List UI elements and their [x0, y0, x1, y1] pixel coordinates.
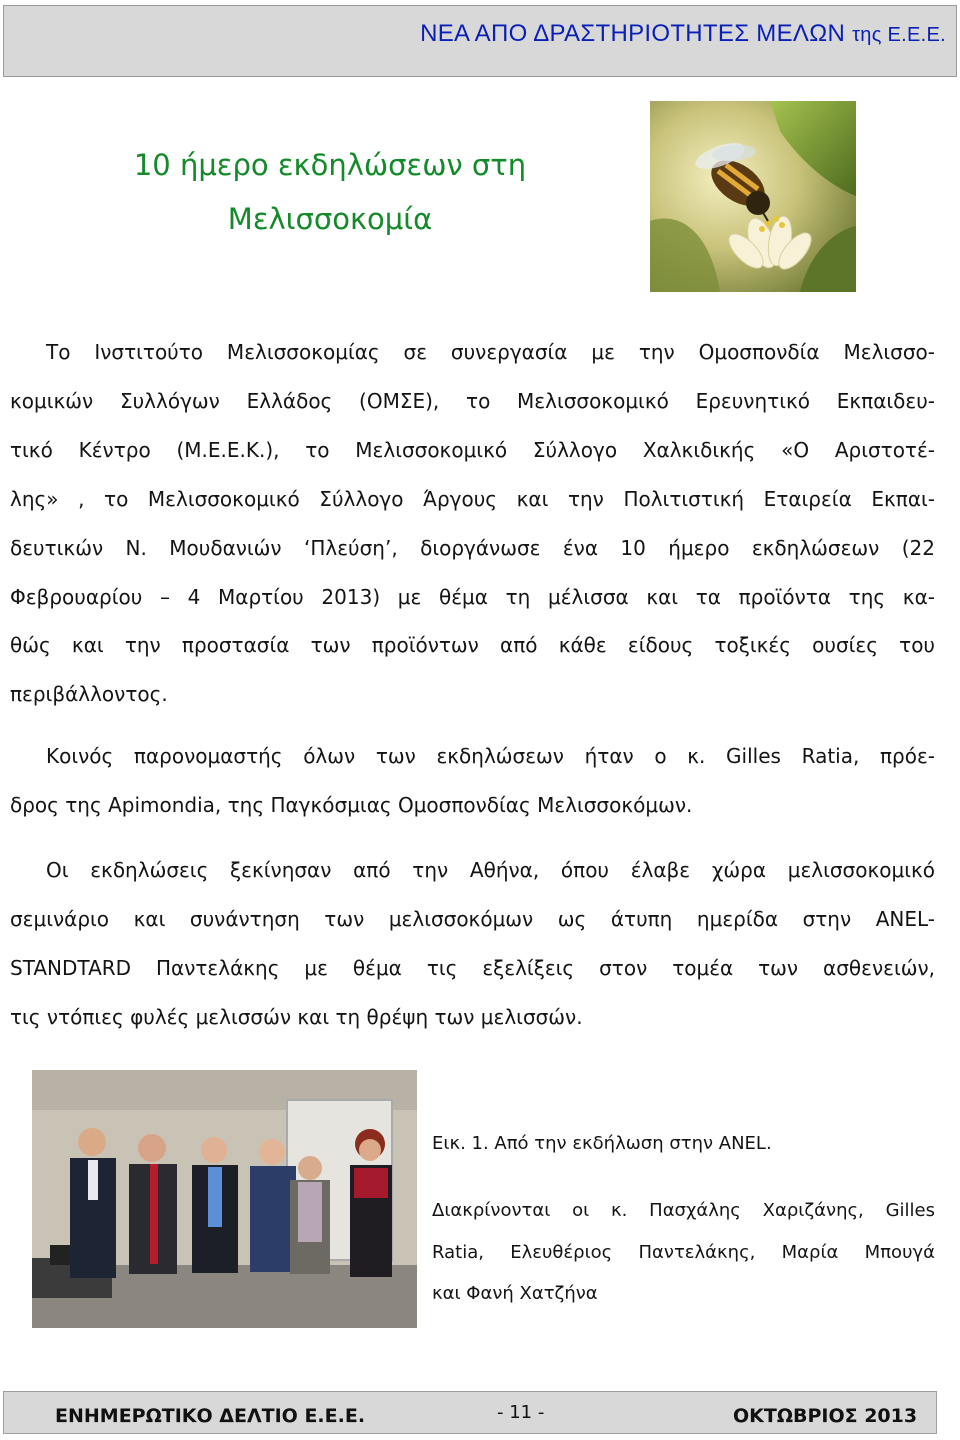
article-title-line2: Μελισσοκομία — [227, 202, 433, 236]
figure-caption-text — [432, 1190, 935, 1315]
paragraph-line: Το Ινστιτούτο Μελισσοκομίας σε συνεργασία με την Ομοσπονδία Μελισσο- — [46, 340, 935, 364]
figure-caption-title: Εικ. 1. Από την εκδήλωση στην ANEL. — [432, 1133, 772, 1154]
caption-line: και Φανή Χατζήνα — [432, 1283, 598, 1304]
article-paragraph-1 — [10, 328, 935, 719]
paragraph-line: λης» , το Μελισσοκομικό Σύλλογο Άργους και την Πολιτιστική Εταιρεία Εκπαι- — [10, 486, 935, 511]
article-paragraph-3 — [10, 846, 935, 1042]
article-title-line1: 10 ήμερο εκδηλώσεων στη — [133, 148, 527, 182]
event-group-photo — [32, 1070, 417, 1328]
paragraph-line: δευτικών Ν. Μουδανιών ‘Πλεύση’, διοργάνωσε ένα 10 ήμερο εκδηλώσεων (22 — [10, 535, 935, 560]
bee-on-flower-photo — [650, 101, 856, 292]
issue-date: ΟΚΤΩΒΡΙΟΣ 2013 — [733, 1405, 918, 1427]
paragraph-line: Φεβρουαρίου – 4 Μαρτίου 2013) με θέμα τη μέλισσα και τα προϊόντα της κα- — [10, 584, 935, 609]
paragraph-line: Οι εκδηλώσεις ξεκίνησαν από την Αθήνα, όπου έλαβε χώρα μελισσοκομικό — [46, 858, 935, 882]
paragraph-line: κομικών Συλλόγων Ελλάδος (ΟΜΣΕ), το Μελισσοκομικό Ερευνητικό Εκπαιδευ- — [10, 388, 935, 413]
caption-line: Διακρίνονται οι κ. Πασχάλης Χαριζάνης, Gilles — [432, 1200, 935, 1221]
paragraph-line: τικό Κέντρο (Μ.Ε.Ε.Κ.), το Μελισσοκομικό Σύλλογο Χαλκιδικής «Ο Αριστοτέ- — [10, 437, 935, 462]
section-header-suffix: της Ε.Ε.Ε. — [852, 24, 946, 46]
article-paragraph-2 — [10, 732, 935, 830]
paragraph-line: περιβάλλοντος. — [10, 682, 168, 707]
paragraph-line: STANDTARD Παντελάκης με θέμα τις εξελίξεις στον τομέα των ασθενειών, — [10, 955, 935, 980]
paragraph-line: Κοινός παρονομαστής όλων των εκδηλώσεων ήταν ο κ. Gilles Ratia, πρόε- — [46, 744, 935, 768]
paragraph-line: δρος της Apimondia, της Παγκόσμιας Ομοσπονδίας Μελισσοκόμων. — [10, 792, 693, 817]
section-header — [420, 20, 946, 48]
paragraph-line: τις ντόπιες φυλές μελισσών και τη θρέψη των μελισσών. — [10, 1004, 583, 1029]
page-number: - 11 - — [497, 1402, 545, 1423]
newsletter-name: ΕΝΗΜΕΡΩΤΙΚΟ ΔΕΛΤΙΟ Ε.Ε.Ε. — [55, 1405, 366, 1427]
section-header-main: ΝΕΑ ΑΠΟ ΔΡΑΣΤΗΡΙΟΤΗΤΕΣ ΜΕΛΩΝ — [420, 20, 846, 47]
paragraph-line: σεμινάριο και συνάντηση των μελισσοκόμων ως άτυπη ημερίδα στην ANEL- — [10, 906, 935, 931]
paragraph-line: θώς και την προστασία των προϊόντων από κάθε είδους τοξικές ουσίες του — [10, 633, 935, 658]
caption-line: Ratia, Ελευθέριος Παντελάκης, Μαρία Μπουγά — [432, 1241, 935, 1263]
